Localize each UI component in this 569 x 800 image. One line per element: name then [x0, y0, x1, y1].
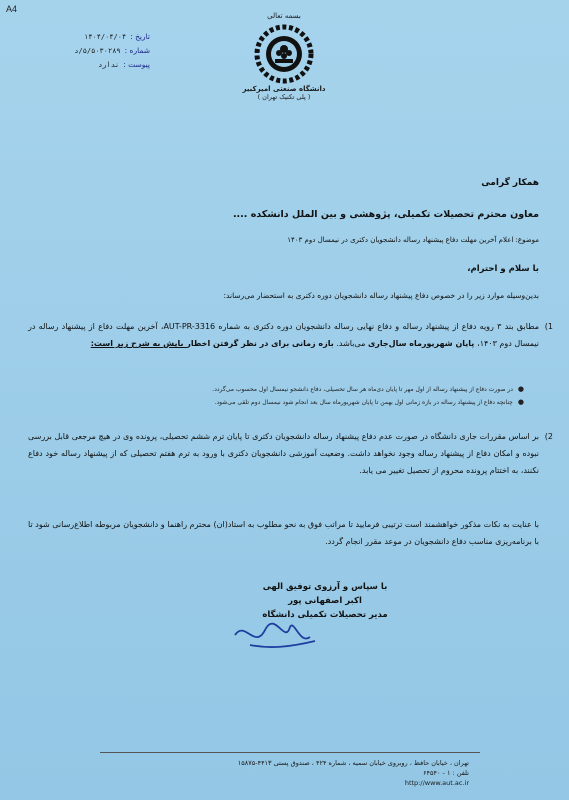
- footer: [238, 758, 469, 788]
- date-value: ۱۴۰۴/۰۴/۰۴: [84, 33, 127, 41]
- attachment-label: پیوست :: [123, 60, 150, 69]
- university-subtitle: ( پلی تکنیک تهران ): [257, 93, 311, 101]
- signature-line-1: با سپاس و آرزوی توفیق الهی: [262, 582, 388, 592]
- subject-line: موضوع: اعلام آخرین مهلت دفاع پیشنهاد رساله دانشجویان دکتری در نیمسال دوم ۱۴۰۳: [287, 236, 539, 244]
- bullet-item: [40, 396, 524, 409]
- bullet-1-text: در صورت دفاع از پیشنهاد رساله از اول مهر تا پایان دی‌ماه هر سال تحصیلی، دفاع دانشجو نیمسال اول محسوب می‌گردد.: [212, 386, 513, 393]
- number-row: [30, 44, 150, 58]
- bullet-list: [40, 383, 524, 409]
- item-2-text: بر اساس مقررات جاری دانشگاه در صورت عدم دفاع پیشنهاد رساله دانشجویان دکتری تا پایان ترم ششم تحصیلی، پرونده وی در هیچ مرجعی قابل بررسی نبوده و امکان دفاع از پیشنهاد رساله وجود نخواهد داشت. وضعیت آموزشی دانشجویان دکتری با ورود به ترم هفتم تحصیلی که از پیشنهاد رساله خود دفاع نکنند، به اختتام پرونده محروم از تحصیل تغییر می یابد.: [28, 432, 539, 475]
- bullet-icon: ●: [517, 398, 524, 406]
- signatory-name: اکبر اصفهانی پور: [288, 596, 362, 606]
- footer-website: http://www.aut.ac.ir: [404, 779, 469, 787]
- item-1-deadline: پایان شهریورماه سال‌جاری: [367, 339, 478, 348]
- letter-meta: [30, 30, 150, 72]
- footer-phone: تلفن : ۱ - ۶۴۵۴۰: [423, 769, 469, 777]
- intro-text: بدین‌وسیله موارد زیر را در خصوص دفاع پیشنهاد رساله دانشجویان دوره دکتری به استحضار می‌رساند:: [223, 291, 539, 300]
- item-2-number: 2): [544, 432, 553, 441]
- bullet-icon: ●: [517, 385, 524, 393]
- university-name: دانشگاه صنعتی امیرکبیر: [242, 85, 326, 93]
- footer-divider: [100, 752, 480, 753]
- item-1-number: 1): [544, 322, 553, 331]
- basmala: بسمه تعالی: [267, 12, 301, 20]
- item-1: [28, 318, 553, 352]
- attachment-value: ندارد: [98, 61, 120, 69]
- signatory-title: مدیر تحصیلات تکمیلی دانشگاه: [262, 610, 388, 620]
- footer-address: تهران ، خیابان حافظ ، روبروی خیابان سمیه ، شماره ۴۲۴ ، صندوق پستی ۴۴۱۳-۱۵۸۷۵: [237, 759, 469, 767]
- closing-paragraph: با عنایت به نکات مذکور خواهشمند است ترتیبی فرمایید تا مراتب فوق به نحو مطلوب به استاد(ان) محترم راهنما و دانشجویان مربوطه اطلاع‌رسانی شود تا با برنامه‌ریزی مناسب دفاع دانشجویان در موعد مقرر انجام گردد.: [28, 520, 539, 546]
- number-value: ۵/۵۰۳۰۲۸۹/د: [74, 47, 121, 55]
- number-label: شماره :: [124, 46, 150, 55]
- date-label: تاریخ :: [130, 32, 150, 41]
- letterhead: [222, 12, 346, 101]
- item-2: [28, 428, 553, 479]
- date-row: [30, 30, 150, 44]
- attachment-row: [30, 58, 150, 72]
- recipient: معاون محترم تحصیلات تکمیلی، پژوهشی و بین الملل دانشکده ....: [232, 209, 539, 220]
- item-1-text: مطابق بند ۳ رویه دفاع از پیشنهاد رساله و دفاع نهایی رساله دانشجویان دوره دکتری به شماره AUT-PR-3316، آخرین مهلت دفاع از پیشنهاد رساله در نیمسال دوم ۱۴۰۳،: [28, 322, 539, 348]
- bullet-item: [40, 383, 524, 396]
- item-1-underlined: بایش به شرح زیر است:: [90, 339, 187, 348]
- greeting: همکار گرامی: [481, 178, 539, 188]
- item-1-emphasis: بازه زمانی برای در نظر گرفتن اخطار: [186, 339, 334, 348]
- handwritten-signature-icon: [230, 615, 320, 655]
- university-logo-icon: [248, 22, 320, 84]
- bullet-2-text: چنانچه دفاع از پیشنهاد رساله در بازه زمانی اول بهمن تا پایان شهریورماه سال بعد انجام شود نیمسال دوم تلقی می‌شود.: [214, 399, 513, 406]
- page-size-label: A4: [6, 4, 18, 14]
- salutation: با سلام و احترام،: [467, 264, 539, 274]
- item-1-mid: می‌باشد.: [333, 339, 368, 348]
